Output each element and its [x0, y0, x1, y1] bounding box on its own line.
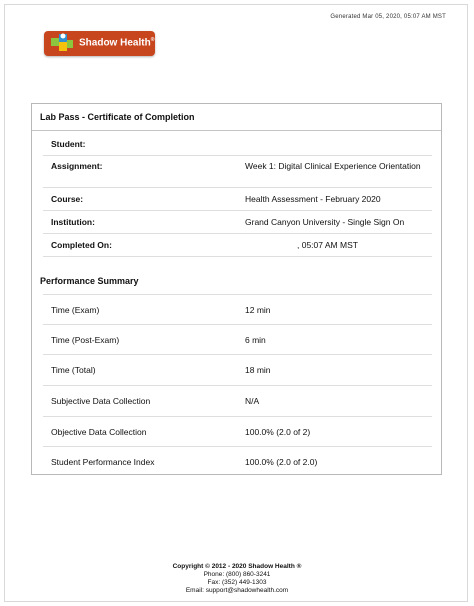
spi-row	[43, 447, 432, 474]
course-label: Course:	[51, 194, 84, 204]
footer-phone: Phone: (800) 860-3241	[203, 571, 271, 578]
certificate-card	[31, 103, 442, 475]
footer-email: Email: support@shadowhealth.com	[185, 587, 289, 594]
footer-fax: Fax: (352) 449-1303	[207, 579, 267, 586]
certificate-header	[32, 104, 441, 131]
institution-label: Institution:	[51, 217, 95, 227]
time-total-label: Time (Total)	[51, 365, 96, 375]
completed-on-time: , 05:07 AM MST	[297, 240, 358, 250]
student-label: Student:	[51, 139, 86, 149]
certificate-title: Lab Pass - Certificate of Completion	[40, 112, 195, 122]
logo-wordmark	[79, 37, 154, 48]
time-post-exam-value: 6 min	[245, 335, 266, 345]
subjective-data-row	[43, 386, 432, 417]
puzzle-person-icon	[47, 32, 77, 55]
generated-timestamp: Generated Mar 05, 2020, 05:07 AM MST	[330, 14, 446, 20]
completed-on-value	[245, 240, 430, 251]
assignment-label: Assignment:	[51, 161, 103, 171]
time-post-exam-row	[43, 325, 432, 355]
objective-data-value: 100.0% (2.0 of 2)	[245, 427, 311, 437]
logo-text: Shadow Health	[79, 37, 151, 49]
footer-copyright: Copyright © 2012 - 2020 Shadow Health ®	[172, 563, 302, 570]
footer	[0, 563, 474, 595]
time-exam-label: Time (Exam)	[51, 305, 100, 315]
spi-value: 100.0% (2.0 of 2.0)	[245, 457, 318, 467]
student-row	[43, 131, 432, 156]
institution-row	[43, 211, 432, 234]
assignment-value: Week 1: Digital Clinical Experience Orientation	[245, 161, 421, 171]
course-row	[43, 188, 432, 211]
spi-label: Student Performance Index	[51, 457, 155, 467]
completed-on-label: Completed On:	[51, 240, 112, 250]
objective-data-row	[43, 417, 432, 447]
time-exam-value: 12 min	[245, 305, 271, 315]
time-post-exam-label: Time (Post-Exam)	[51, 335, 120, 345]
completed-on-row	[43, 234, 432, 257]
performance-summary-title: Performance Summary	[40, 276, 139, 286]
logo-registered-mark: ®	[150, 37, 155, 43]
institution-value: Grand Canyon University - Single Sign On	[245, 217, 405, 227]
shadow-health-logo	[44, 31, 155, 56]
objective-data-label: Objective Data Collection	[51, 427, 147, 437]
redacted-date	[245, 240, 297, 251]
time-total-value: 18 min	[245, 365, 271, 375]
subjective-data-label: Subjective Data Collection	[51, 396, 151, 406]
time-total-row	[43, 355, 432, 386]
subjective-data-value: N/A	[245, 396, 260, 406]
course-value: Health Assessment - February 2020	[245, 194, 381, 204]
assignment-row	[43, 156, 432, 188]
time-exam-row	[43, 295, 432, 325]
